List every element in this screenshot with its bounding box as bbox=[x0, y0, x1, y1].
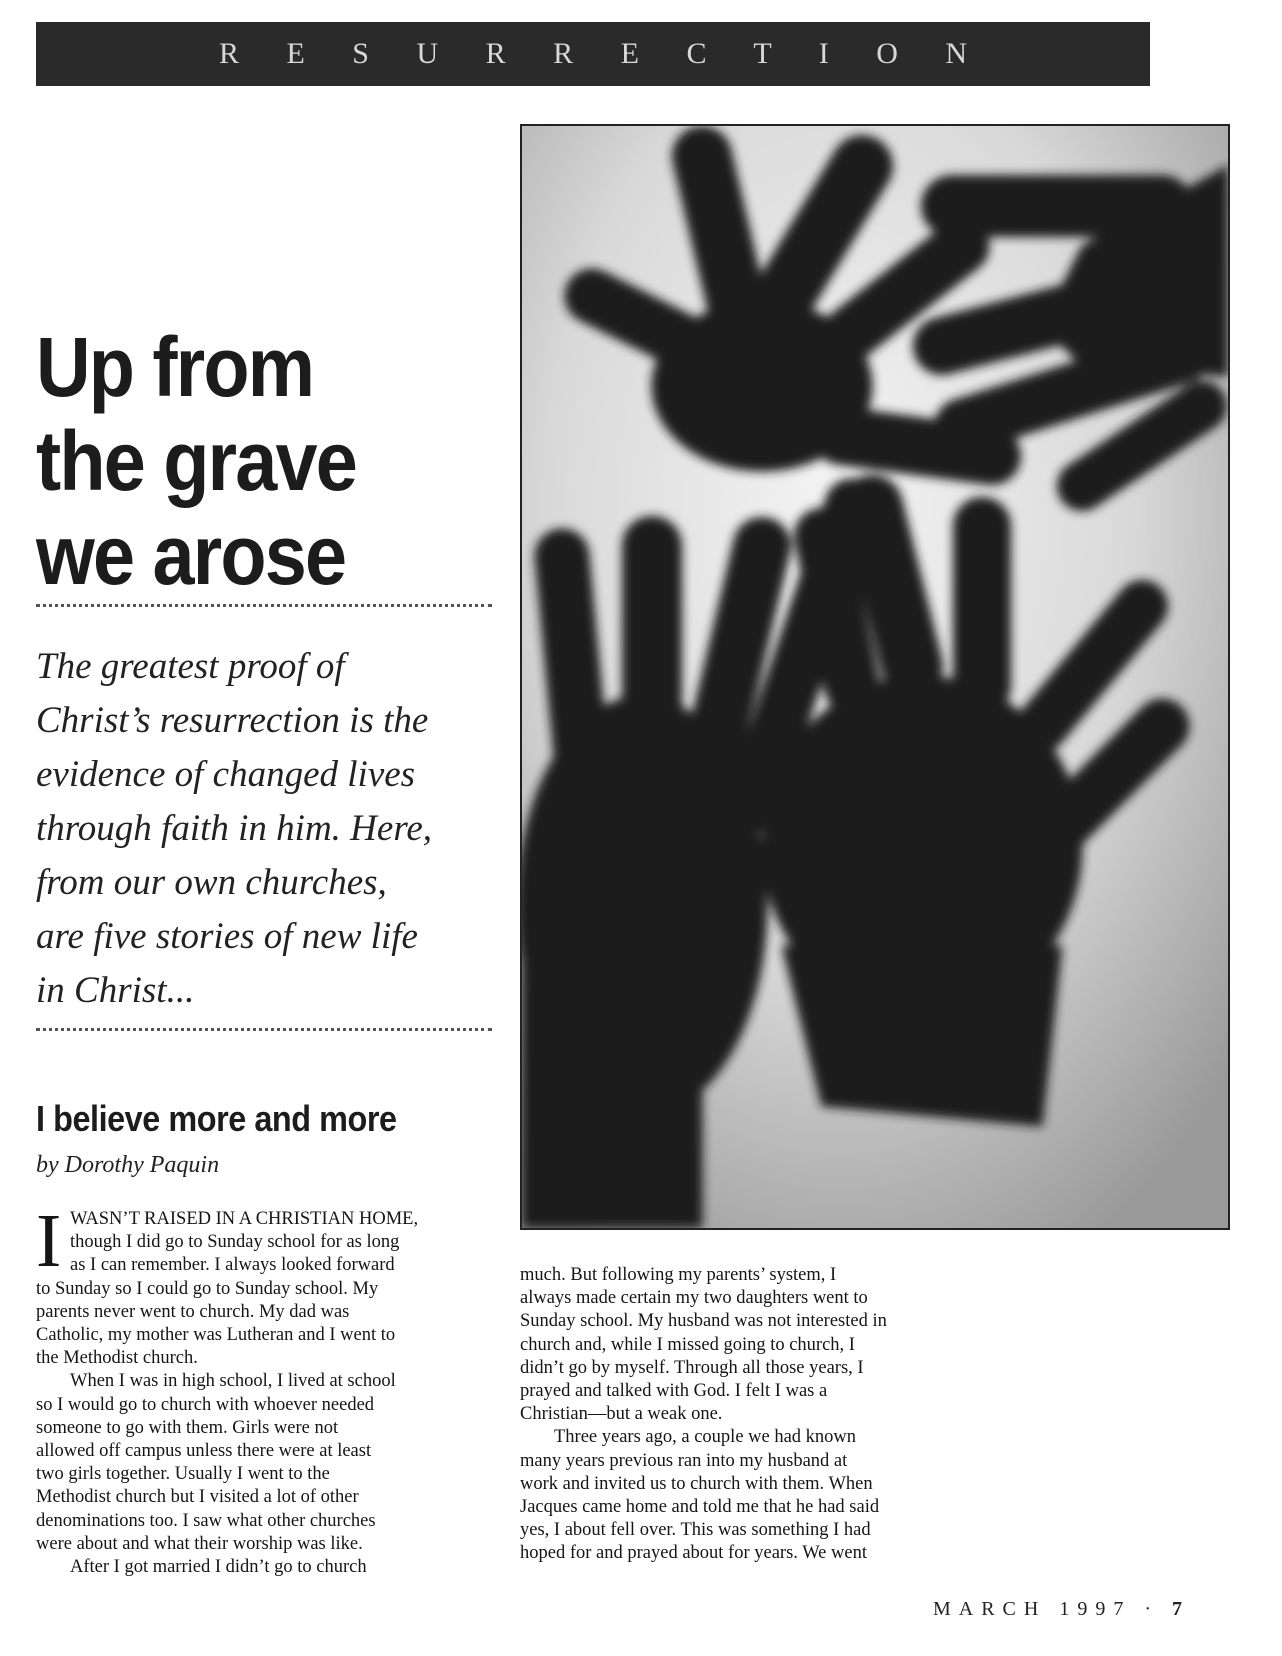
body-line: church and, while I missed going to church, I bbox=[520, 1334, 855, 1355]
headline-line: the grave bbox=[36, 414, 356, 508]
body-line: Jacques came home and told me that he had said bbox=[520, 1497, 880, 1518]
body-line: Methodist church but I visited a lot of other bbox=[36, 1487, 359, 1508]
body-line: so I would go to church with whoever needed bbox=[36, 1394, 375, 1415]
story-byline: by Dorothy Paquin bbox=[36, 1152, 220, 1178]
body-line: work and invited us to church with them. When bbox=[520, 1473, 873, 1494]
body-line: someone to go with them. Girls were not bbox=[36, 1417, 339, 1438]
body-line: parents never went to church. My dad was bbox=[36, 1301, 350, 1322]
headline-line: Up from bbox=[36, 320, 314, 414]
dek-line: in Christ... bbox=[36, 970, 195, 1011]
section-banner bbox=[36, 22, 1150, 86]
dek-line: evidence of changed lives bbox=[36, 754, 416, 795]
body-line: Catholic, my mother was Lutheran and I went to bbox=[36, 1325, 396, 1346]
body-line: When I was in high school, I lived at school bbox=[70, 1371, 396, 1392]
dek-line: through faith in him. Here, bbox=[36, 808, 433, 849]
section-label: R E S U R R E C T I O N bbox=[218, 37, 988, 70]
story-title: I believe more and more bbox=[36, 1098, 397, 1139]
body-line: the Methodist church. bbox=[36, 1348, 198, 1369]
body-line: much. But following my parents’ system, I bbox=[520, 1265, 837, 1285]
body-line: to Sunday so I could go to Sunday school. My bbox=[36, 1278, 379, 1299]
headline-line: we arose bbox=[36, 508, 346, 602]
body-line: were about and what their worship was like. bbox=[36, 1533, 363, 1554]
body-line: hoped for and prayed about for years. We went bbox=[520, 1543, 867, 1564]
body-line: Three years ago, a couple we had known bbox=[554, 1427, 857, 1448]
hands-photo bbox=[520, 124, 1230, 1230]
page-number: 7 bbox=[1172, 1598, 1182, 1620]
body-line: Christian—but a weak one. bbox=[520, 1404, 723, 1425]
page-folio bbox=[933, 1598, 1182, 1621]
body-line: many years previous ran into my husband at bbox=[520, 1450, 848, 1471]
body-line: WASN’T RAISED IN A CHRISTIAN HOME, bbox=[70, 1209, 419, 1229]
story-column-1 bbox=[36, 1199, 476, 1579]
dotted-rule-top bbox=[36, 604, 492, 607]
story-column-2 bbox=[520, 1264, 980, 1566]
dek-line: from our own churches, bbox=[36, 862, 387, 903]
dotted-rule-bottom bbox=[36, 1028, 492, 1031]
drop-cap: I bbox=[36, 1199, 62, 1283]
body-line: Sunday school. My husband was not interested in bbox=[520, 1311, 887, 1332]
body-line: always made certain my two daughters went to bbox=[520, 1288, 868, 1309]
body-line: allowed off campus unless there were at least bbox=[36, 1441, 372, 1462]
dek-line: The greatest proof of bbox=[36, 646, 345, 687]
issue-date: MARCH 1997 · bbox=[932, 1598, 1159, 1620]
body-line: denominations too. I saw what other churches bbox=[36, 1510, 376, 1531]
hands-silhouette-image bbox=[522, 126, 1228, 1228]
dek-intro bbox=[36, 640, 496, 1018]
body-line: prayed and talked with God. I felt I was a bbox=[520, 1381, 828, 1402]
body-line: After I got married I didn’t go to church bbox=[70, 1557, 367, 1578]
body-line: as I can remember. I always looked forward bbox=[70, 1255, 395, 1276]
dek-line: are five stories of new life bbox=[36, 916, 418, 957]
dek-line: Christ’s resurrection is the bbox=[36, 700, 429, 741]
body-line: though I did go to Sunday school for as long bbox=[70, 1232, 400, 1253]
body-line: yes, I about fell over. This was something I had bbox=[520, 1520, 871, 1541]
body-line: didn’t go by myself. Through all those years, I bbox=[520, 1357, 864, 1378]
drop-cap-paragraph bbox=[36, 1199, 476, 1283]
headline bbox=[36, 320, 459, 602]
body-line: two girls together. Usually I went to the bbox=[36, 1464, 330, 1485]
